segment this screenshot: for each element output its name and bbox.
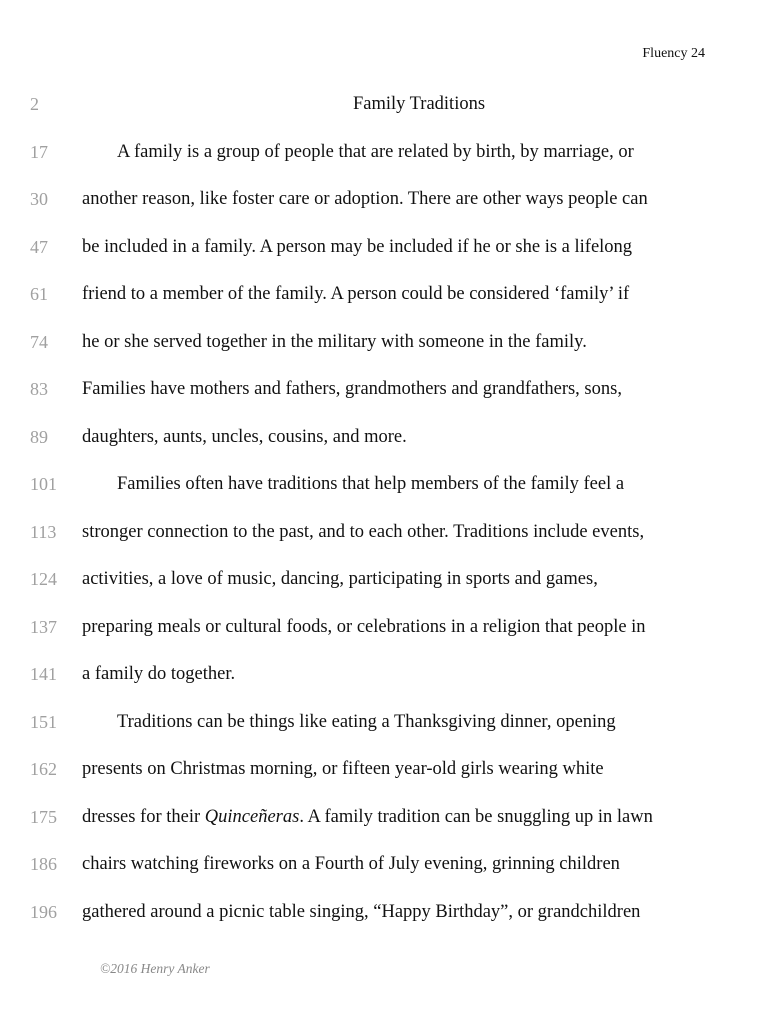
word-count: 141 — [30, 664, 57, 684]
text-line — [0, 854, 768, 884]
line-text-italic: Quinceñeras — [204, 807, 300, 827]
line-text-after: . A family tradition can be snuggling up in lawn — [299, 807, 653, 827]
line-text: A family is a group of people that are related by birth, by marriage, or — [117, 142, 634, 162]
text-line — [0, 807, 768, 837]
word-count: 137 — [30, 617, 57, 637]
line-text: Traditions can be things like eating a Thanksgiving dinner, opening — [117, 712, 616, 732]
text-line — [0, 474, 768, 504]
text-line — [0, 902, 768, 932]
page-header: Fluency 24 — [642, 46, 705, 61]
word-count: 151 — [30, 712, 57, 732]
text-line — [0, 617, 768, 647]
text-line — [0, 522, 768, 552]
word-count: 101 — [30, 474, 57, 494]
word-count: 186 — [30, 854, 57, 874]
word-count: 124 — [30, 569, 57, 589]
word-count: 17 — [30, 142, 48, 162]
line-text: activities, a love of music, dancing, participating in sports and games, — [82, 569, 598, 589]
word-count: 2 — [30, 94, 39, 114]
text-line — [0, 142, 768, 172]
line-text: friend to a member of the family. A person could be considered ‘family’ if — [82, 284, 630, 304]
line-text: be included in a family. A person may be included if he or she is a lifelong — [82, 237, 633, 257]
text-line — [0, 284, 768, 314]
word-count: 162 — [30, 759, 57, 779]
line-text: chairs watching fireworks on a Fourth of July evening, grinning children — [82, 854, 620, 874]
text-line — [0, 237, 768, 267]
text-line — [0, 664, 768, 694]
title-line — [0, 94, 768, 124]
line-text — [82, 807, 653, 828]
text-line — [0, 427, 768, 457]
word-count: 83 — [30, 379, 48, 399]
line-text: daughters, aunts, uncles, cousins, and more. — [82, 427, 407, 447]
line-text: he or she served together in the military with someone in the family. — [82, 332, 587, 352]
copyright-footer: ©2016 Henry Anker — [100, 961, 210, 976]
line-text: preparing meals or cultural foods, or celebrations in a religion that people in — [82, 617, 646, 637]
text-line — [0, 569, 768, 599]
line-text: gathered around a picnic table singing, “Happy Birthday”, or grandchildren — [82, 902, 641, 922]
word-count: 175 — [30, 807, 57, 827]
document-title: Family Traditions — [352, 94, 486, 114]
word-count: 61 — [30, 284, 48, 304]
word-count: 196 — [30, 902, 57, 922]
line-text: stronger connection to the past, and to each other. Traditions include events, — [82, 522, 645, 542]
text-line — [0, 712, 768, 742]
line-text-before: dresses for their — [82, 807, 205, 827]
word-count: 47 — [30, 237, 48, 257]
text-line — [0, 759, 768, 789]
word-count: 89 — [30, 427, 48, 447]
line-text: another reason, like foster care or adoption. There are other ways people can — [82, 189, 648, 209]
line-text: Families often have traditions that help members of the family feel a — [117, 474, 625, 494]
word-count: 113 — [30, 522, 57, 542]
text-line — [0, 379, 768, 409]
text-line — [0, 189, 768, 219]
word-count: 30 — [30, 189, 48, 209]
line-text: presents on Christmas morning, or fifteen year-old girls wearing white — [82, 759, 604, 779]
text-line — [0, 332, 768, 362]
line-text: a family do together. — [82, 664, 236, 684]
word-count: 74 — [30, 332, 48, 352]
line-text: Families have mothers and fathers, grandmothers and grandfathers, sons, — [82, 379, 622, 399]
